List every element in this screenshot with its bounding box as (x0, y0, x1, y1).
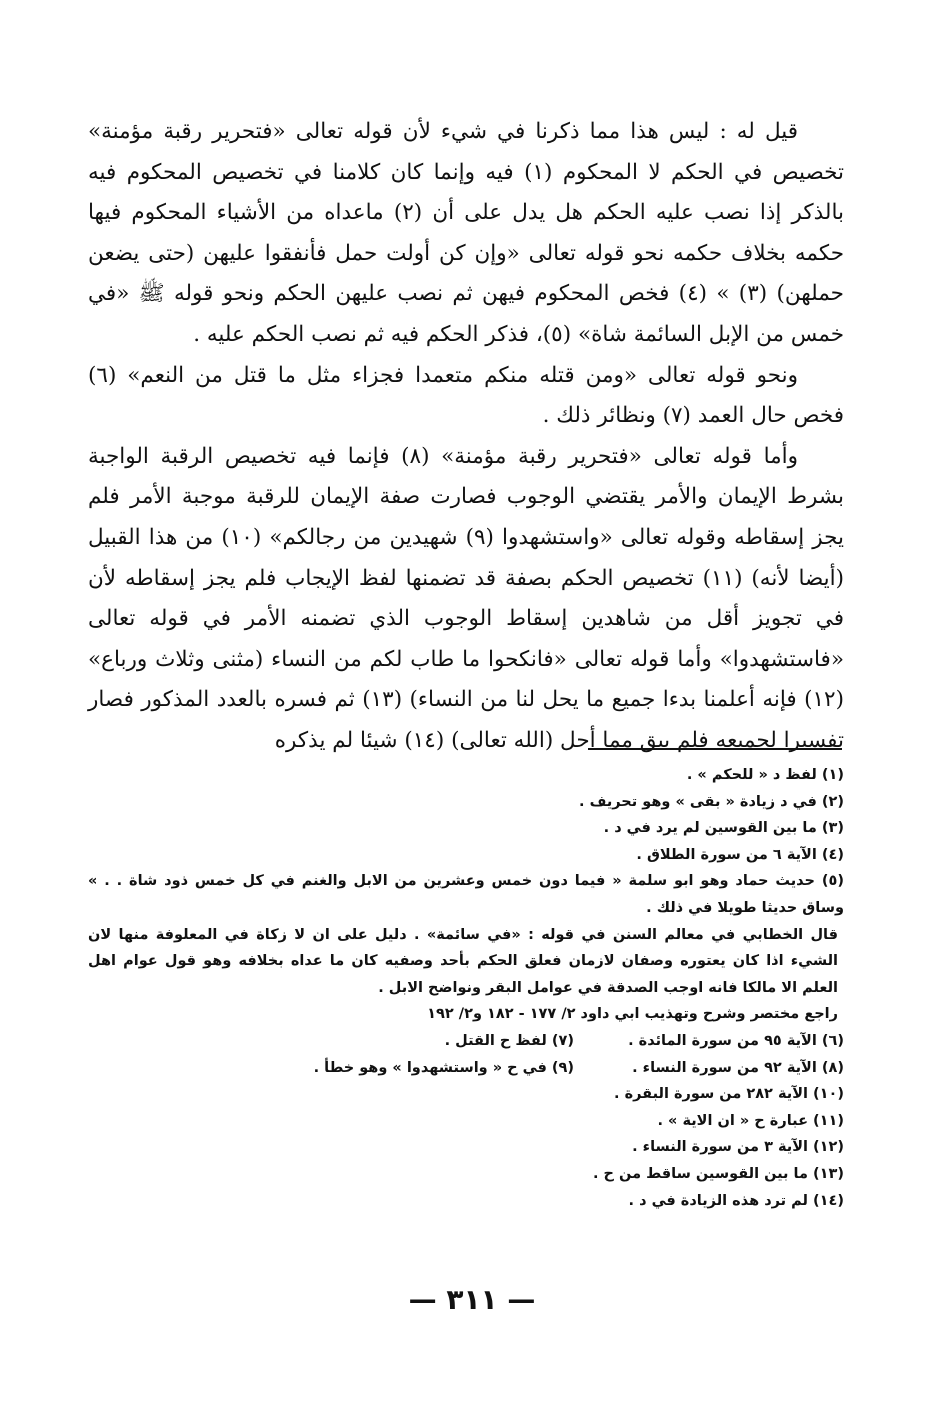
footnote-7: (٧) لفظ ح القتل . (444, 1032, 574, 1049)
footnote-separator-line (588, 748, 842, 750)
footnote-10: (١٠) الآية ٢٨٢ من سورة البقرة . (614, 1086, 844, 1103)
paragraph-2: ونحو قوله تعالى «ومن قتله منكم متعمدا فجزاء مثل ما قتل من النعم» (٦) فخص حال العمد (٧) ونظائر ذلك . (88, 362, 844, 429)
footnote-11: (١١) عبارة ح « ان الاية » . (657, 1112, 844, 1129)
footnotes (88, 762, 844, 1214)
footnote-9: (٩) في ح « واستشهدوا » وهو خطأ . (313, 1059, 574, 1076)
footnote-12: (١٢) الآية ٣ من سورة النساء . (632, 1139, 844, 1156)
footnote-row-8-9 (88, 1055, 844, 1082)
paragraph-3: وأما قوله تعالى «فتحرير رقبة مؤمنة» (٨) فإنما فيه تخصيص الرقبة الواجبة بشرط الإيمان والأمر يقتضي الوجوب فصارت صفة الإيمان للرقبة موجبة الأمر فلم يجز إسقاطه وقوله تعالى «واستشهدوا (٩) شهيدين من رجالكم» (١٠) من هذا القبيل (أيضا لأنه) (١١) تخصيص الحكم بصفة قد تضمنها لفظ الإيجاب فلم يجز إسقاطه لأن في تجويز أقل من شاهدين إسقاط الوجوب الذي تضمنه الأمر في قوله تعالى «فاستشهدوا» وأما قوله تعالى «فانكحوا ما طاب لكم من النساء (مثنى وثلاث ورباع» (١٢) فإنه أعلمنا بدءا جميع ما يحل لنا من النساء) (١٣) ثم فسره بالعدد المذكور فصار تفسيرا لجميعه فلم يبق مما أحل (الله تعالى) (١٤) شيئا لم يذكره (88, 443, 845, 753)
footnote-4: (٤) الآية ٦ من سورة الطلاق . (636, 846, 844, 863)
footnote-14: (١٤) لم ترد هذه الزيادة في د . (628, 1192, 844, 1209)
footnote-8: (٨) الآية ٩٢ من سورة النساء . (632, 1059, 844, 1076)
page-number: — ٣١١ — (408, 1283, 536, 1316)
footnote-5-quotation: قال الخطابي في معالم السنن في قوله : «في سائمة» . دليل على ان لا زكاة في المعلوفة منها لان الشيء اذا كان يعتوره وصفان لازمان فعلق الحكم بأحد وصفيه كان ما عداه بخلافه وهو قول عوام اهل العلم الا مالكا فانه اوجب الصدقة في عوامل البقر ونواضح الابل . (88, 926, 838, 996)
paragraph-1: قيل له : ليس هذا مما ذكرنا في شيء لأن قوله تعالى «فتحرير رقبة مؤمنة» تخصيص في الحكم لا المحكوم (١) فيه وإنما كان كلامنا في تخصيص المحكوم فيه بالذكر إذا نصب عليه الحكم هل يدل على أن (٢) ماعداه من الأشياء المحكوم فيها حكمه بخلاف حكمه نحو قوله تعالى «وإن كن أولت حمل فأنفقوا عليهن (حتى يضعن حملهن) (٣) » (٤) فخص المحكوم فيهن ثم نصب عليهن الحكم ونحو قوله ﷺ «في خمس من الإبل السائمة شاة» (٥)، فذكر الحكم فيه ثم نصب الحكم عليه . (88, 119, 845, 347)
footnote-row-6-7 (88, 1028, 844, 1055)
footnote-13: (١٣) ما بين القوسين ساقط من ح . (592, 1165, 844, 1182)
main-text (88, 112, 844, 762)
footnote-3: (٣) ما بين القوسين لم يرد في د . (603, 820, 844, 837)
footnote-6: (٦) الآية ٩٥ من سورة المائدة . (628, 1032, 844, 1049)
footnote-1: (١) لفظ د « للحكم » . (686, 767, 844, 783)
footnote-2: (٢) في د زيادة « بقى » وهو تحريف . (579, 793, 844, 810)
footnote-5: (٥) حديث حماد وهو ابو سلمة « فيما دون خمس وعشرين من الابل والغنم في كل خمس ذود شاة . . » وساق حديثا طويلا في ذلك . (88, 873, 844, 916)
footnote-5-reference: راجع مختصر وشرح وتهذيب ابي داود ٢/ ١٧٧ - ١٨٢ و٢/ ١٩٢ (427, 1006, 838, 1023)
